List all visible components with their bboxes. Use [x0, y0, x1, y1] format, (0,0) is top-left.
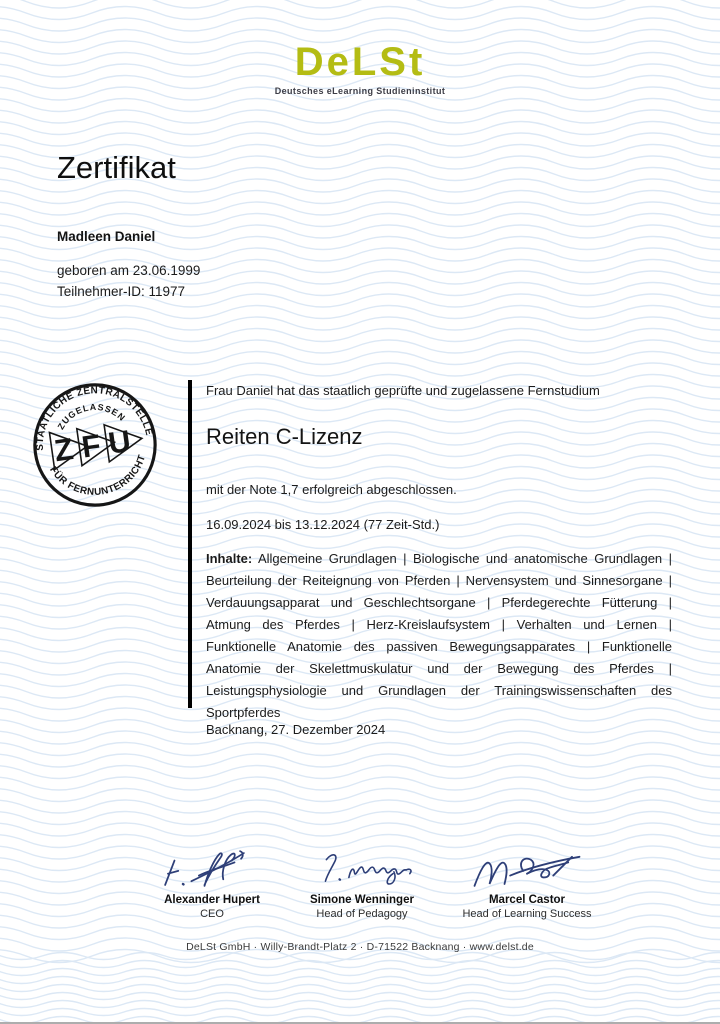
signature-block-ceo — [127, 846, 297, 920]
signature-scribble-icon — [452, 846, 602, 892]
course-contents — [206, 548, 672, 724]
delst-wordmark: DeLSt — [294, 40, 426, 84]
signer-name: Alexander Hupert — [164, 894, 260, 906]
vertical-rule — [188, 380, 192, 708]
intro-line: Frau Daniel hat das staatlich geprüfte und zugelassene Fernstudium — [206, 383, 600, 398]
signature-scribble-icon — [287, 846, 437, 892]
recipient-name: Madleen Daniel — [57, 229, 156, 244]
signer-name: Simone Wenninger — [310, 894, 414, 906]
footer-address: DeLSt GmbH · Willy-Brandt-Platz 2 · D-71522 Backnang · www.delst.de — [186, 941, 534, 953]
place-and-date: Backnang, 27. Dezember 2024 — [206, 722, 386, 737]
seal-letter-z: Z — [52, 432, 76, 469]
signature-block-pedagogy — [277, 846, 447, 920]
certificate-body — [206, 382, 672, 724]
signature-scribble-icon — [137, 846, 287, 892]
zfu-seal-icon — [26, 376, 164, 514]
signer-role: Head of Pedagogy — [316, 908, 408, 920]
course-period: 16.09.2024 bis 13.12.2024 (77 Zeit-Std.) — [206, 517, 440, 532]
participant-id: Teilnehmer-ID: 11977 — [57, 284, 186, 299]
seal-letter-u: U — [106, 424, 133, 461]
delst-logo — [0, 42, 720, 96]
result-line: mit der Note 1,7 erfolgreich abgeschlossen. — [206, 482, 457, 497]
seal-bottom-text: FÜR FERNUNTERRICHT — [47, 453, 149, 499]
recipient-birthdate: geboren am 23.06.1999 — [57, 263, 201, 278]
seal-approved-text: ZUGELASSEN — [55, 401, 128, 432]
certificate-title: Zertifikat — [57, 150, 176, 185]
signer-role: CEO — [200, 908, 224, 920]
delst-tagline: Deutsches eLearning Studieninstitut — [274, 86, 446, 96]
seal-top-text: STAATLICHE ZENTRALSTELLE — [34, 385, 155, 451]
signature-block-learning-success — [442, 846, 612, 920]
signer-role: Head of Learning Success — [462, 908, 592, 920]
seal-letter-f: F — [79, 428, 103, 465]
contents-text: Allgemeine Grundlagen | Biologische und anatomische Grundlagen | Beurteilung der Reiteignung von Pferden | Nervensystem und Sinnesorgane | Verdauungsapparat und Geschlechtsorgane | Pferdegerechte Fütterung | Atmung des Pferdes | Herz-Kreislaufsystem | Verhalten und Lernen | Funktionelle Anatomie des passiven Bewegungsapparates | Funktionelle Anatomie der Skelettmuskulatur und der Bewegung des Pferdes | Leistungsphysiologie und Grundlagen der Trainingswissenschaften des Sportpferdes — [206, 551, 672, 720]
contents-label: Inhalte: — [206, 551, 253, 566]
signer-name: Marcel Castor — [488, 894, 566, 906]
course-title: Reiten C-Lizenz — [206, 424, 363, 449]
